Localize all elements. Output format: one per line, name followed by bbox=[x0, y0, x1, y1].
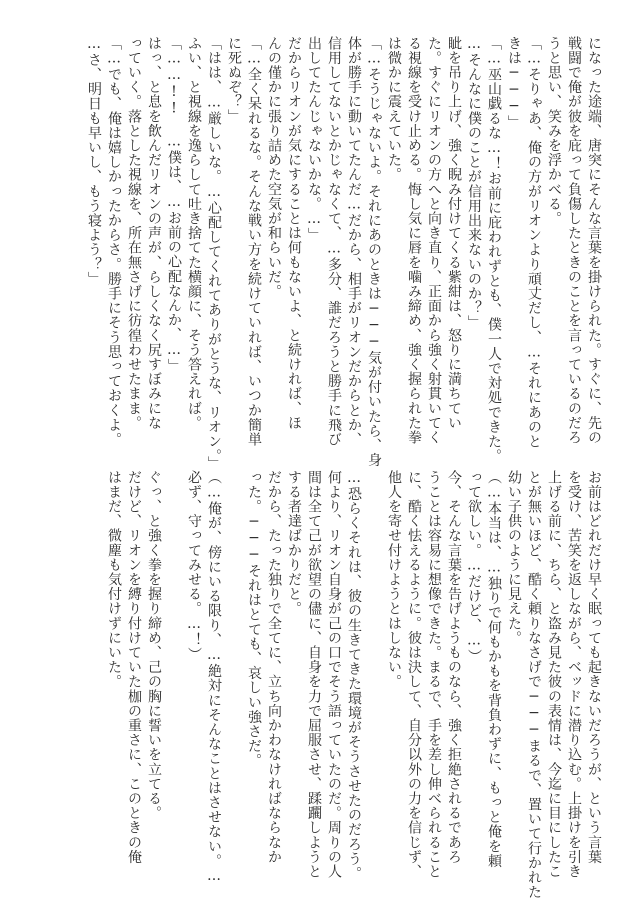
text-line: 「…でも、俺は嬉しかったからさ。勝手にそう思っておくよ。 bbox=[106, 36, 122, 447]
text-line: 他人を寄せ付けようとはしない。 bbox=[386, 470, 402, 689]
text-line: うことは容易に想像できた。まるで、手を差し伸べられること bbox=[426, 470, 442, 879]
text-line: お前はどれだけ早く眠っても起きないだろうが、という言葉 bbox=[586, 470, 602, 865]
text-line: 体が勝手に動いてたんだ…だから、相手がリオンだからとか、 bbox=[346, 36, 362, 447]
text-line: 幼い子供のように見えた。 bbox=[506, 470, 522, 646]
text-line: する者達ばかりだと。 bbox=[286, 470, 302, 616]
text-line bbox=[164, 470, 184, 880]
text-line: んの僅かに張り詰めた空気が和らいだ。 bbox=[266, 36, 282, 299]
text-line: とが無いほど、酷く頼りなさげで───まるで、置いて行かれた bbox=[526, 470, 542, 900]
text-line: 「…そうじゃないよ。それにあのときは───気が付いたら、身 bbox=[366, 36, 382, 468]
text-line: だけど、リオンを縛り付けていた枷の重さに、このときの俺 bbox=[126, 470, 142, 865]
text-line: 出してたんじゃないかな。…」 bbox=[306, 36, 322, 243]
text-line: （…本当は、…独りで何もかもを背負わずに、もっと俺を頼 bbox=[486, 470, 502, 869]
text-line: に、酷く怯えるように。彼は決して、自分以外の力を信じず、 bbox=[406, 470, 422, 879]
text-line: だからリオンが気にすることは何もないよ、と続ければ、ほ bbox=[286, 36, 302, 431]
text-line: 「はは、…厳しいな。…心配してくれてありがとうな、リオン。」 bbox=[206, 36, 222, 471]
text-line: 「……!! …僕は、…お前の心配なんか、…」 bbox=[166, 36, 182, 374]
text-line: 何より、リオン自身が己の口でそう語っていたのだ。周りの人 bbox=[326, 470, 342, 879]
text-line: 間は全て己が欲望の儘に、自身を力で屈服させ、蹂躙しようと bbox=[306, 470, 322, 879]
text-line: 眦を吊り上げ、強く睨み付けてくる紫紺は、怒りに満ちてい bbox=[446, 36, 462, 431]
text-line: はっ、と息を飲んだリオンの声が、らしくなく尻すぼみにな bbox=[146, 36, 162, 431]
text-line: 今、そんな言葉を告げようものなら、強く拒絶されるであろ bbox=[446, 470, 462, 865]
text-line: 信用してないとかじゃなくて、…多分、誰だろうと勝手に飛び bbox=[326, 36, 342, 447]
text-line: っていく。落とした視線を、所在無さげに彷徨わせたまま。 bbox=[126, 36, 142, 431]
upper-text-block bbox=[84, 36, 604, 471]
text-line: 上げる前に、ちら、と盗み見た彼の表情は、今迄に目にしたこ bbox=[546, 470, 562, 879]
text-line: る視線を受け止める。悔し気に唇を噛み締め、強く握られた拳 bbox=[406, 36, 422, 445]
text-line bbox=[224, 470, 244, 880]
text-line: …恐らくそれは、彼の生きてきた環境がそうさせたのだろう。 bbox=[346, 470, 362, 881]
text-line: …さ、明日も早いし、もう寝よう？」 bbox=[86, 36, 102, 287]
text-line: 「…巫山戯るな…！お前に庇われずとも、僕一人で対処できた。 bbox=[486, 36, 502, 464]
text-line bbox=[364, 470, 384, 880]
text-line: って欲しい。…だけど、…） bbox=[466, 470, 482, 664]
text-line: だから、たった独りで全てに、立ち向かわなければならなか bbox=[266, 470, 282, 865]
text-line: た。すぐにリオンの方へと向き直り、正面から強く射貫いてく bbox=[426, 36, 442, 445]
text-line: 「…そりゃあ、俺の方がリオンより頑丈だし、…それにあのと bbox=[526, 36, 542, 449]
text-line: ぐっ、と強く拳を握り締め、己の胸に誓いを立てる。 bbox=[146, 470, 162, 821]
text-line: はまだ、微塵も気付けずにいた。 bbox=[106, 470, 122, 689]
text-line: に死ぬぞ？」 bbox=[226, 36, 242, 124]
text-line: きは───」 bbox=[506, 36, 522, 130]
text-line: を受け、苦笑を返しながら、ベッドに潜り込む。上掛けを引き bbox=[566, 470, 582, 879]
lower-text-block bbox=[104, 470, 604, 900]
text-line: うと思い、笑みを浮かべる。 bbox=[546, 36, 562, 226]
text-line: になった途端、唐突にそんな言葉を掛けられた。すぐに、先の bbox=[586, 36, 602, 445]
text-line: 戦闘で俺が彼を庇って負傷したときのことを言っているのだろ bbox=[566, 36, 582, 445]
text-line: は微かに震えていた。 bbox=[386, 36, 402, 182]
text-line: …そんなに僕のことが信用出来ないのか？」 bbox=[466, 36, 482, 330]
text-line: った。───それはとても、哀しい強さだ。 bbox=[246, 470, 262, 768]
text-line: ふい、と視線を逸らして吐き捨てた横顔に、そう答えれば。 bbox=[186, 36, 202, 431]
text-line: （…俺が、傍にいる限り、…絶対にそんなことはさせない。… bbox=[206, 470, 222, 885]
text-line: 必ず、守ってみせる。…！） bbox=[186, 470, 202, 662]
text-line: 「…全く呆れるな。そんな戦い方を続けていれば、いつか簡単 bbox=[246, 36, 262, 447]
